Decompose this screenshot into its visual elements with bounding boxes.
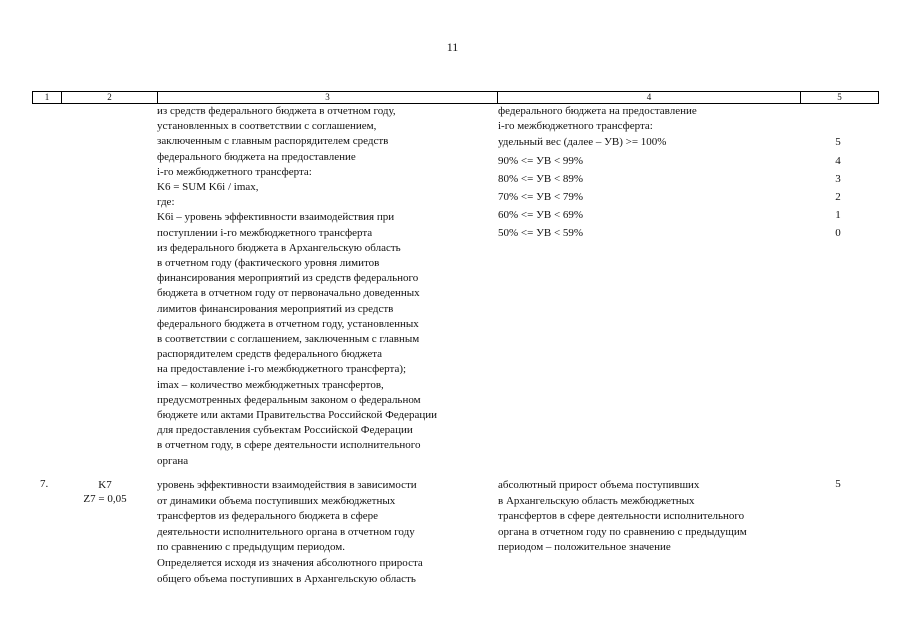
text-line: из федерального бюджета в Архангельскую область bbox=[157, 241, 401, 254]
header-col-1: 1 bbox=[44, 92, 50, 102]
criteria-condition: 70% <= УВ < 79% bbox=[498, 191, 584, 203]
text-line: бюджета в отчетном году от первоначально доведенных bbox=[157, 287, 420, 300]
text-line: в отчетном году (фактического уровня лимитов bbox=[157, 257, 380, 270]
text-line: лимитов финансирования мероприятий из средств bbox=[157, 302, 394, 315]
criteria-score: 1 bbox=[835, 209, 841, 221]
coefficient-k: K7 bbox=[98, 479, 112, 491]
text-line: в соответствии с соглашением, заключенным с главным bbox=[157, 333, 420, 346]
text-line: на предоставление i-го межбюджетного трансферта); bbox=[157, 363, 407, 376]
prev-row-criteria-intro bbox=[498, 104, 697, 134]
criteria-score: 2 bbox=[835, 191, 841, 203]
text-line: финансирования мероприятий из средств федерального bbox=[157, 272, 419, 285]
header-col-2: 2 bbox=[107, 92, 112, 102]
row-number: 7. bbox=[40, 478, 49, 490]
criteria-condition: 90% <= УВ < 99% bbox=[498, 155, 584, 167]
text-line: Определяется исходя из значения абсолютного прироста bbox=[157, 556, 423, 569]
text-line: периодом – положительное значение bbox=[498, 541, 671, 554]
row7-criteria bbox=[498, 478, 747, 556]
header-col-3: 3 bbox=[325, 92, 330, 102]
text-line: из средств федерального бюджета в отчетном году, bbox=[157, 105, 396, 117]
text-line: органа в отчетном году по сравнению с предыдущим bbox=[498, 525, 747, 538]
text-line: i-го межбюджетного трансферта: bbox=[157, 165, 312, 178]
text-line: деятельности исполнительного органа в отчетном году bbox=[157, 525, 415, 538]
row7-score: 5 bbox=[835, 478, 841, 490]
text-line: предусмотренных федеральным законом о федеральном bbox=[157, 393, 421, 406]
text-line: по сравнению с предыдущим периодом. bbox=[157, 541, 345, 554]
formula-line: K6 = SUM K6i / imax, bbox=[157, 181, 259, 194]
text-line: установленных в соответствии с соглашением, bbox=[157, 120, 377, 133]
criteria-score: 4 bbox=[835, 155, 841, 167]
criteria-condition: 50% <= УВ < 59% bbox=[498, 227, 584, 239]
criteria-score: 0 bbox=[835, 227, 841, 239]
text-line: федерального бюджета в отчетном году, установленных bbox=[157, 317, 419, 330]
text-line: органа bbox=[157, 454, 189, 467]
text-line: бюджете или актами Правительства Российской Федерации bbox=[157, 409, 438, 422]
text-line: общего объема поступивших в Архангельскую область bbox=[157, 572, 416, 585]
text-line: где: bbox=[157, 196, 175, 209]
text-line: K6i – уровень эффективности взаимодействия при bbox=[157, 211, 395, 224]
text-line: абсолютный прирост объема поступивших bbox=[498, 479, 700, 491]
text-line: i-го межбюджетного трансферта: bbox=[498, 120, 653, 133]
text-line: трансфертов из федерального бюджета в сфере bbox=[157, 510, 378, 523]
table-header-row bbox=[32, 91, 879, 104]
criteria-condition: 80% <= УВ < 89% bbox=[498, 173, 584, 185]
coefficient-weight: Z7 = 0,05 bbox=[83, 493, 127, 505]
coefficient-cell bbox=[80, 478, 130, 506]
text-line: заключенным с главным распорядителем средств bbox=[157, 135, 389, 148]
criteria-score: 3 bbox=[835, 173, 841, 185]
criteria-score: 5 bbox=[835, 136, 841, 148]
page-number: 11 bbox=[446, 40, 459, 54]
criteria-condition: удельный вес (далее – УВ) >= 100% bbox=[498, 136, 667, 148]
text-line: поступлении i-го межбюджетного трансферта bbox=[157, 226, 373, 239]
text-line: федерального бюджета на предоставление bbox=[157, 150, 356, 163]
text-line: трансфертов в сфере деятельности исполнительного bbox=[498, 510, 745, 523]
criteria-condition: 60% <= УВ < 69% bbox=[498, 209, 584, 221]
text-line: от динамики объема поступивших межбюджетных bbox=[157, 494, 396, 507]
prev-row-description bbox=[157, 104, 437, 469]
header-col-5: 5 bbox=[837, 92, 842, 102]
text-line: распорядителем средств федерального бюджета bbox=[157, 348, 383, 361]
text-line: уровень эффективности взаимодействия в зависимости bbox=[157, 479, 417, 491]
text-line: в отчетном году, в сфере деятельности исполнительного bbox=[157, 439, 421, 452]
text-line: федерального бюджета на предоставление bbox=[498, 105, 697, 117]
text-line: в Архангельскую область межбюджетных bbox=[498, 494, 695, 507]
header-col-4: 4 bbox=[646, 92, 652, 102]
text-line: для предоставления субъектам Российской Федерации bbox=[157, 424, 413, 437]
text-line: imax – количество межбюджетных трансфертов, bbox=[157, 378, 384, 391]
row7-description bbox=[157, 478, 423, 587]
